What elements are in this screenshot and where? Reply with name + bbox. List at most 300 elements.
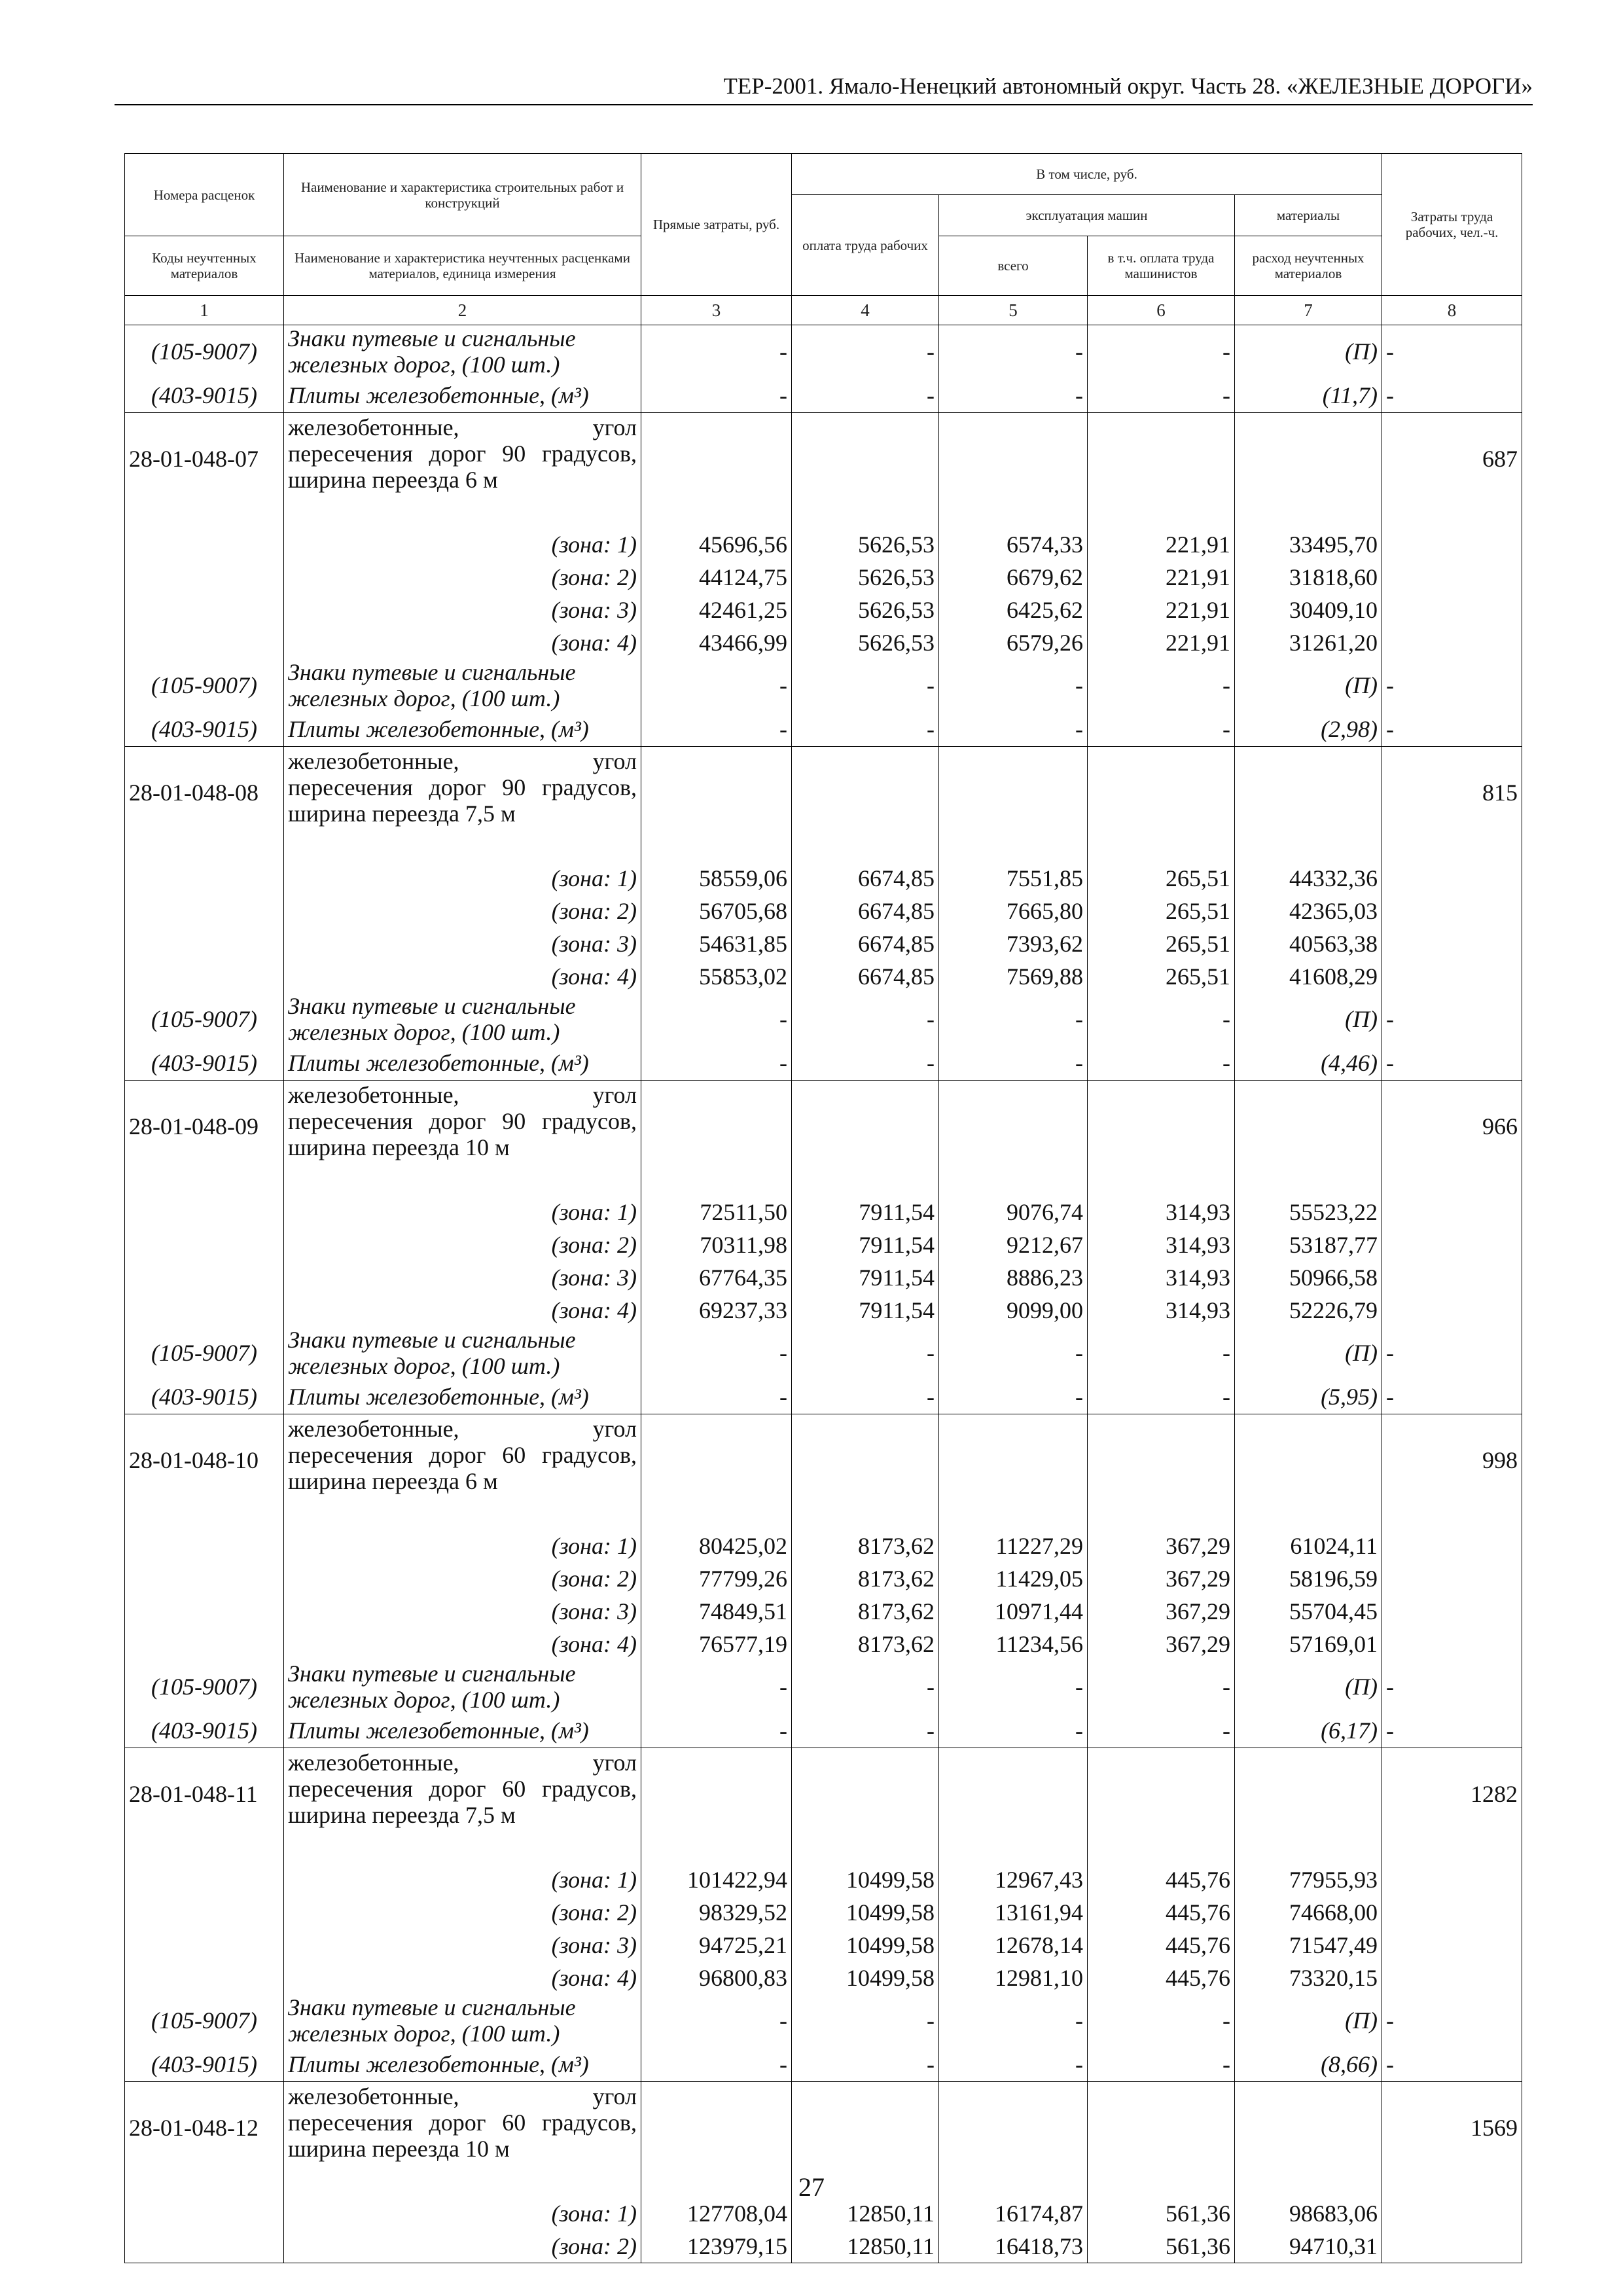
machine-costs: 12967,43	[939, 1863, 1088, 1896]
empty-cell	[125, 1595, 284, 1628]
empty-cell	[939, 747, 1088, 863]
empty-value-dash: -	[1382, 1379, 1522, 1414]
empty-value-dash: -	[1382, 1045, 1522, 1081]
empty-cell	[125, 1229, 284, 1261]
header-including: В том числе, руб.	[792, 154, 1382, 195]
resource-consumption: (6,17)	[1235, 1713, 1382, 1748]
empty-cell	[939, 413, 1088, 529]
empty-value-dash: -	[939, 325, 1088, 378]
empty-cell	[1382, 927, 1522, 960]
empty-cell	[1382, 1530, 1522, 1562]
rate-description: железобетонные, угол пересечения дорог 60 градусов, ширина переезда 10 м	[284, 2082, 641, 2198]
empty-value-dash: -	[1382, 1327, 1522, 1379]
resource-code: (403-9015)	[125, 378, 284, 413]
empty-value-dash: -	[792, 1045, 939, 1081]
empty-value-dash: -	[1088, 1660, 1235, 1713]
worker-wages: 10499,58	[792, 1896, 939, 1929]
worker-wages: 7911,54	[792, 1229, 939, 1261]
header-unaccounted-codes: Коды неучтенных материалов	[125, 236, 284, 296]
empty-cell	[125, 594, 284, 626]
zone-label: (зона: 4)	[284, 626, 641, 659]
operator-wages: 445,76	[1088, 1962, 1235, 1994]
machine-costs: 11227,29	[939, 1530, 1088, 1562]
machine-costs: 9212,67	[939, 1229, 1088, 1261]
resource-code: (403-9015)	[125, 1379, 284, 1414]
empty-cell	[1382, 862, 1522, 895]
empty-value-dash: -	[792, 325, 939, 378]
resource-name: Плиты железобетонные, (м³)	[284, 1379, 641, 1414]
header-worker-wages: оплата труда рабочих	[792, 195, 939, 296]
worker-wages: 7911,54	[792, 1261, 939, 1294]
zone-row	[125, 1962, 1522, 1994]
zone-row	[125, 561, 1522, 594]
resource-row	[125, 1660, 1522, 1713]
worker-wages: 5626,53	[792, 528, 939, 561]
direct-costs: 77799,26	[641, 1562, 792, 1595]
resource-consumption: (11,7)	[1235, 378, 1382, 413]
zone-row	[125, 927, 1522, 960]
operator-wages: 314,93	[1088, 1261, 1235, 1294]
resource-row	[125, 1994, 1522, 2047]
materials-cost: 71547,49	[1235, 1929, 1382, 1962]
column-numbers-row	[125, 296, 1522, 325]
empty-cell	[1382, 1929, 1522, 1962]
worker-wages: 6674,85	[792, 960, 939, 993]
materials-cost: 73320,15	[1235, 1962, 1382, 1994]
header-unaccounted-names: Наименование и характеристика неучтенных расценками материалов, единица измерения	[284, 236, 641, 296]
rate-code: 28-01-048-12	[125, 2082, 284, 2198]
zone-label: (зона: 1)	[284, 528, 641, 561]
direct-costs: 70311,98	[641, 1229, 792, 1261]
resource-consumption: (2,98)	[1235, 711, 1382, 747]
rate-description: железобетонные, угол пересечения дорог 90 градусов, ширина переезда 6 м	[284, 413, 641, 529]
materials-cost: 61024,11	[1235, 1530, 1382, 1562]
machine-costs: 16418,73	[939, 2230, 1088, 2263]
zone-row	[125, 862, 1522, 895]
zone-label: (зона: 1)	[284, 1863, 641, 1896]
machine-costs: 12678,14	[939, 1929, 1088, 1962]
direct-costs: 80425,02	[641, 1530, 792, 1562]
zone-label: (зона: 4)	[284, 1628, 641, 1660]
machine-costs: 6574,33	[939, 528, 1088, 561]
column-number: 5	[939, 296, 1088, 325]
empty-cell	[1382, 1261, 1522, 1294]
empty-cell	[1088, 1081, 1235, 1196]
operator-wages: 221,91	[1088, 626, 1235, 659]
column-number: 8	[1382, 296, 1522, 325]
empty-cell	[125, 1261, 284, 1294]
empty-value-dash: -	[641, 1327, 792, 1379]
empty-value-dash: -	[792, 1713, 939, 1748]
operator-wages: 265,51	[1088, 927, 1235, 960]
materials-cost: 57169,01	[1235, 1628, 1382, 1660]
worker-wages: 8173,62	[792, 1530, 939, 1562]
machine-costs: 7665,80	[939, 895, 1088, 927]
empty-cell	[125, 1628, 284, 1660]
empty-value-dash: -	[1382, 993, 1522, 1045]
resource-name: Плиты железобетонные, (м³)	[284, 711, 641, 747]
labor-cost: 687	[1382, 413, 1522, 529]
direct-costs: 98329,52	[641, 1896, 792, 1929]
operator-wages: 445,76	[1088, 1929, 1235, 1962]
machine-costs: 8886,23	[939, 1261, 1088, 1294]
operator-wages: 265,51	[1088, 960, 1235, 993]
direct-costs: 54631,85	[641, 927, 792, 960]
empty-value-dash: -	[1088, 1379, 1235, 1414]
zone-row	[125, 1562, 1522, 1595]
empty-value-dash: -	[641, 1713, 792, 1748]
empty-value-dash: -	[1382, 2047, 1522, 2082]
zone-label: (зона: 3)	[284, 1595, 641, 1628]
resource-name: Знаки путевые и сигнальные железных дорог, (100 шт.)	[284, 1660, 641, 1713]
worker-wages: 7911,54	[792, 1294, 939, 1327]
empty-value-dash: -	[792, 1327, 939, 1379]
empty-value-dash: -	[792, 993, 939, 1045]
machine-costs: 9099,00	[939, 1294, 1088, 1327]
empty-cell	[1088, 747, 1235, 863]
empty-value-dash: -	[1382, 659, 1522, 711]
zone-label: (зона: 1)	[284, 862, 641, 895]
empty-cell	[792, 1414, 939, 1530]
worker-wages: 10499,58	[792, 1929, 939, 1962]
resource-row	[125, 325, 1522, 378]
empty-value-dash: -	[792, 1660, 939, 1713]
materials-cost: 44332,36	[1235, 862, 1382, 895]
empty-value-dash: -	[1088, 325, 1235, 378]
zone-row	[125, 1530, 1522, 1562]
empty-value-dash: -	[939, 1379, 1088, 1414]
empty-cell	[1382, 1896, 1522, 1929]
operator-wages: 314,93	[1088, 1196, 1235, 1229]
resource-code: (105-9007)	[125, 325, 284, 378]
empty-value-dash: -	[641, 378, 792, 413]
empty-value-dash: -	[1088, 711, 1235, 747]
empty-value-dash: -	[641, 711, 792, 747]
direct-costs: 43466,99	[641, 626, 792, 659]
header-machines-total: всего	[939, 236, 1088, 296]
rate-code: 28-01-048-08	[125, 747, 284, 863]
rate-description: железобетонные, угол пересечения дорог 60 градусов, ширина переезда 6 м	[284, 1414, 641, 1530]
operator-wages: 367,29	[1088, 1562, 1235, 1595]
page-number: 27	[798, 2172, 825, 2202]
column-number: 4	[792, 296, 939, 325]
empty-cell	[641, 1414, 792, 1530]
column-number: 7	[1235, 296, 1382, 325]
worker-wages: 5626,53	[792, 594, 939, 626]
empty-cell	[125, 528, 284, 561]
empty-cell	[641, 1081, 792, 1196]
worker-wages: 7911,54	[792, 1196, 939, 1229]
worker-wages: 5626,53	[792, 626, 939, 659]
empty-cell	[125, 1196, 284, 1229]
table-header	[125, 154, 1522, 325]
empty-cell	[641, 1748, 792, 1864]
resource-row	[125, 1327, 1522, 1379]
empty-cell	[1235, 1081, 1382, 1196]
empty-cell	[1382, 1863, 1522, 1896]
empty-value-dash: -	[792, 711, 939, 747]
direct-costs: 42461,25	[641, 594, 792, 626]
empty-cell	[1382, 1294, 1522, 1327]
resource-code: (105-9007)	[125, 659, 284, 711]
column-number: 2	[284, 296, 641, 325]
operator-wages: 445,76	[1088, 1863, 1235, 1896]
worker-wages: 12850,11	[792, 2197, 939, 2230]
operator-wages: 314,93	[1088, 1294, 1235, 1327]
zone-row	[125, 895, 1522, 927]
worker-wages: 10499,58	[792, 1962, 939, 1994]
empty-value-dash: -	[1088, 1327, 1235, 1379]
materials-cost: 98683,06	[1235, 2197, 1382, 2230]
empty-cell	[125, 1896, 284, 1929]
resource-row	[125, 1379, 1522, 1414]
header-work-name: Наименование и характеристика строительных работ и конструкций	[284, 154, 641, 236]
empty-value-dash: -	[1088, 1045, 1235, 1081]
header-unaccounted-consumption: расход неучтенных материалов	[1235, 236, 1382, 296]
table-body	[125, 325, 1522, 2263]
empty-cell	[125, 927, 284, 960]
zone-row	[125, 1196, 1522, 1229]
empty-cell	[792, 747, 939, 863]
resource-name: Знаки путевые и сигнальные железных дорог, (100 шт.)	[284, 993, 641, 1045]
empty-cell	[1382, 1196, 1522, 1229]
resource-code: (403-9015)	[125, 1045, 284, 1081]
resource-row	[125, 1713, 1522, 1748]
zone-label: (зона: 4)	[284, 1294, 641, 1327]
empty-cell	[125, 1962, 284, 1994]
resource-name: Плиты железобетонные, (м³)	[284, 2047, 641, 2082]
machine-costs: 7569,88	[939, 960, 1088, 993]
empty-cell	[125, 862, 284, 895]
resource-name: Плиты железобетонные, (м³)	[284, 378, 641, 413]
empty-cell	[1235, 1414, 1382, 1530]
machine-costs: 6679,62	[939, 561, 1088, 594]
header-materials: материалы	[1235, 195, 1382, 236]
empty-cell	[641, 747, 792, 863]
empty-cell	[939, 1081, 1088, 1196]
operator-wages: 561,36	[1088, 2197, 1235, 2230]
empty-value-dash: -	[1088, 1994, 1235, 2047]
empty-value-dash: -	[792, 1379, 939, 1414]
empty-value-dash: -	[939, 1045, 1088, 1081]
empty-cell	[1382, 561, 1522, 594]
direct-costs: 58559,06	[641, 862, 792, 895]
worker-wages: 10499,58	[792, 1863, 939, 1896]
empty-value-dash: -	[792, 659, 939, 711]
zone-label: (зона: 4)	[284, 1962, 641, 1994]
column-number: 1	[125, 296, 284, 325]
direct-costs: 76577,19	[641, 1628, 792, 1660]
column-number: 3	[641, 296, 792, 325]
direct-costs: 72511,50	[641, 1196, 792, 1229]
empty-cell	[125, 2230, 284, 2263]
machine-costs: 12981,10	[939, 1962, 1088, 1994]
machine-costs: 16174,87	[939, 2197, 1088, 2230]
materials-cost: 40563,38	[1235, 927, 1382, 960]
empty-value-dash: -	[641, 1379, 792, 1414]
empty-value-dash: -	[1382, 1713, 1522, 1748]
materials-cost: 31261,20	[1235, 626, 1382, 659]
machine-costs: 7551,85	[939, 862, 1088, 895]
header-operator-wages: в т.ч. оплата труда машинистов	[1088, 236, 1235, 296]
empty-cell	[125, 1929, 284, 1962]
rate-item-row	[125, 413, 1522, 529]
empty-cell	[1382, 528, 1522, 561]
machine-costs: 11234,56	[939, 1628, 1088, 1660]
operator-wages: 221,91	[1088, 594, 1235, 626]
zone-label: (зона: 1)	[284, 1530, 641, 1562]
empty-cell	[1382, 895, 1522, 927]
empty-value-dash: -	[641, 2047, 792, 2082]
empty-cell	[792, 413, 939, 529]
resource-consumption: (П)	[1235, 1327, 1382, 1379]
resource-code: (403-9015)	[125, 1713, 284, 1748]
resource-code: (105-9007)	[125, 1994, 284, 2047]
empty-value-dash: -	[939, 711, 1088, 747]
materials-cost: 58196,59	[1235, 1562, 1382, 1595]
worker-wages: 8173,62	[792, 1562, 939, 1595]
empty-cell	[1382, 1962, 1522, 1994]
empty-cell	[125, 960, 284, 993]
rate-item-row	[125, 1748, 1522, 1864]
machine-costs: 13161,94	[939, 1896, 1088, 1929]
empty-value-dash: -	[792, 1994, 939, 2047]
labor-cost: 998	[1382, 1414, 1522, 1530]
zone-row	[125, 1595, 1522, 1628]
machine-costs: 7393,62	[939, 927, 1088, 960]
direct-costs: 101422,94	[641, 1863, 792, 1896]
materials-cost: 31818,60	[1235, 561, 1382, 594]
zone-row	[125, 1261, 1522, 1294]
zone-row	[125, 1863, 1522, 1896]
resource-consumption: (П)	[1235, 1660, 1382, 1713]
empty-cell	[125, 1294, 284, 1327]
header-rule	[115, 104, 1533, 105]
operator-wages: 445,76	[1088, 1896, 1235, 1929]
worker-wages: 12850,11	[792, 2230, 939, 2263]
zone-label: (зона: 3)	[284, 927, 641, 960]
rate-item-row	[125, 1414, 1522, 1530]
empty-cell	[1382, 1595, 1522, 1628]
empty-cell	[641, 413, 792, 529]
operator-wages: 221,91	[1088, 528, 1235, 561]
empty-value-dash: -	[641, 1045, 792, 1081]
materials-cost: 77955,93	[1235, 1863, 1382, 1896]
empty-cell	[1235, 413, 1382, 529]
rate-code: 28-01-048-07	[125, 413, 284, 529]
empty-value-dash: -	[939, 378, 1088, 413]
empty-value-dash: -	[1382, 325, 1522, 378]
zone-row	[125, 528, 1522, 561]
resource-consumption: (П)	[1235, 1994, 1382, 2047]
materials-cost: 52226,79	[1235, 1294, 1382, 1327]
resource-name: Знаки путевые и сигнальные железных дорог, (100 шт.)	[284, 325, 641, 378]
resource-row	[125, 659, 1522, 711]
zone-label: (зона: 2)	[284, 561, 641, 594]
resource-code: (403-9015)	[125, 711, 284, 747]
machine-costs: 6425,62	[939, 594, 1088, 626]
empty-value-dash: -	[1088, 993, 1235, 1045]
rate-description: железобетонные, угол пересечения дорог 60 градусов, ширина переезда 7,5 м	[284, 1748, 641, 1864]
labor-cost: 1569	[1382, 2082, 1522, 2198]
empty-cell	[1382, 1562, 1522, 1595]
resource-name: Знаки путевые и сигнальные железных дорог, (100 шт.)	[284, 1327, 641, 1379]
empty-cell	[939, 1414, 1088, 1530]
zone-label: (зона: 1)	[284, 2197, 641, 2230]
empty-value-dash: -	[1382, 378, 1522, 413]
labor-cost: 1282	[1382, 1748, 1522, 1864]
direct-costs: 67764,35	[641, 1261, 792, 1294]
zone-row	[125, 626, 1522, 659]
empty-value-dash: -	[641, 993, 792, 1045]
zone-row	[125, 594, 1522, 626]
direct-costs: 74849,51	[641, 1595, 792, 1628]
zone-label: (зона: 1)	[284, 1196, 641, 1229]
operator-wages: 367,29	[1088, 1530, 1235, 1562]
zone-row	[125, 1229, 1522, 1261]
resource-row	[125, 993, 1522, 1045]
direct-costs: 45696,56	[641, 528, 792, 561]
header-rate-numbers: Номера расценок	[125, 154, 284, 236]
empty-cell	[1088, 1748, 1235, 1864]
materials-cost: 33495,70	[1235, 528, 1382, 561]
operator-wages: 314,93	[1088, 1229, 1235, 1261]
resource-row	[125, 2047, 1522, 2082]
empty-cell	[792, 1748, 939, 1864]
empty-cell	[1382, 960, 1522, 993]
resource-row	[125, 1045, 1522, 1081]
worker-wages: 6674,85	[792, 895, 939, 927]
worker-wages: 6674,85	[792, 927, 939, 960]
empty-value-dash: -	[939, 2047, 1088, 2082]
empty-cell	[125, 561, 284, 594]
resource-name: Плиты железобетонные, (м³)	[284, 1045, 641, 1081]
resource-consumption: (П)	[1235, 993, 1382, 1045]
empty-cell	[1088, 413, 1235, 529]
empty-value-dash: -	[1088, 378, 1235, 413]
rate-item-row	[125, 747, 1522, 863]
direct-costs: 127708,04	[641, 2197, 792, 2230]
empty-value-dash: -	[1088, 2047, 1235, 2082]
direct-costs: 44124,75	[641, 561, 792, 594]
direct-costs: 56705,68	[641, 895, 792, 927]
direct-costs: 96800,83	[641, 1962, 792, 1994]
empty-value-dash: -	[939, 659, 1088, 711]
materials-cost: 42365,03	[1235, 895, 1382, 927]
resource-consumption: (П)	[1235, 659, 1382, 711]
zone-row	[125, 1294, 1522, 1327]
labor-cost: 966	[1382, 1081, 1522, 1196]
machine-costs: 10971,44	[939, 1595, 1088, 1628]
rate-description: железобетонные, угол пересечения дорог 90 градусов, ширина переезда 10 м	[284, 1081, 641, 1196]
zone-row	[125, 1628, 1522, 1660]
materials-cost: 53187,77	[1235, 1229, 1382, 1261]
empty-value-dash: -	[1382, 1660, 1522, 1713]
resource-row	[125, 711, 1522, 747]
empty-value-dash: -	[641, 1994, 792, 2047]
zone-label: (зона: 3)	[284, 594, 641, 626]
empty-value-dash: -	[939, 1660, 1088, 1713]
operator-wages: 265,51	[1088, 862, 1235, 895]
zone-label: (зона: 2)	[284, 1562, 641, 1595]
materials-cost: 94710,31	[1235, 2230, 1382, 2263]
empty-cell	[1382, 1229, 1522, 1261]
empty-cell	[1235, 1748, 1382, 1864]
resource-code: (403-9015)	[125, 2047, 284, 2082]
operator-wages: 367,29	[1088, 1628, 1235, 1660]
empty-value-dash: -	[641, 659, 792, 711]
zone-row	[125, 1929, 1522, 1962]
